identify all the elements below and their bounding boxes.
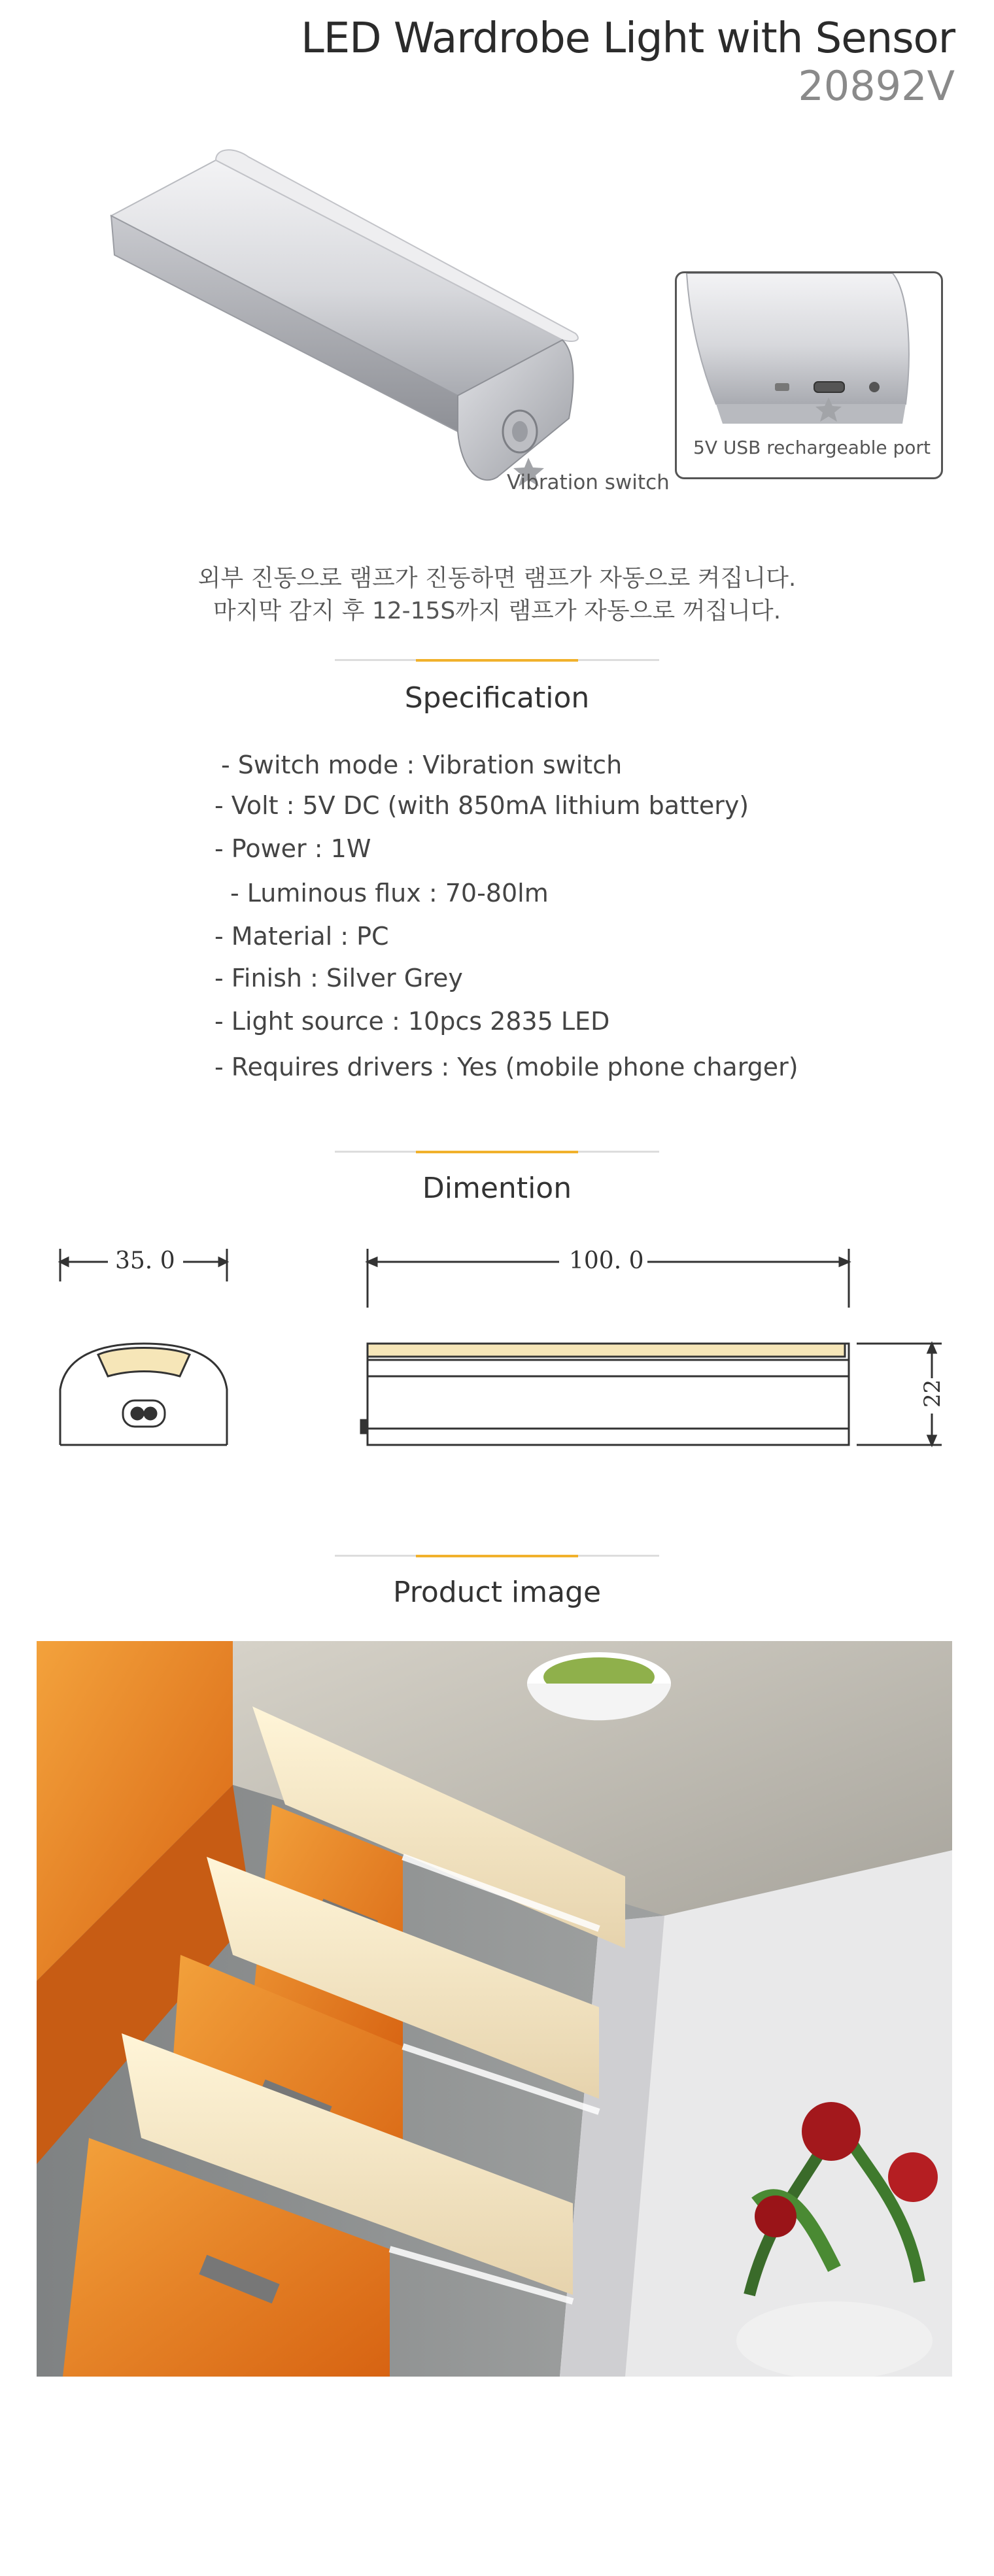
width-dimension-label: 35. 0 [115,1247,175,1274]
spec-item: - Power : 1W [214,834,371,863]
section-divider [335,659,659,661]
side-view-drawing [361,1249,942,1445]
length-dimension-label: 100. 0 [569,1247,644,1274]
section-divider [335,1555,659,1557]
description-line-2: 마지막 감지 후 12-15S까지 램프가 자동으로 꺼집니다. [213,598,781,624]
height-dimension-label: 22 [919,1379,946,1408]
spec-item: - Luminous flux : 70-80lm [230,879,549,907]
description-line-1: 외부 진동으로 램프가 진동하면 램프가 자동으로 켜집니다. [197,565,797,592]
section-divider [335,1151,659,1153]
usb-port-caption: 5V USB rechargeable port [693,437,931,458]
spec-item: - Requires drivers : Yes (mobile phone charger) [214,1053,798,1081]
dimension-heading: Dimention [422,1172,572,1205]
spec-item: - Finish : Silver Grey [214,964,463,992]
spec-item: - Light source : 10pcs 2835 LED [214,1007,610,1036]
spec-item: - Material : PC [214,922,389,951]
product-image-heading: Product image [392,1576,602,1609]
end-view-drawing [60,1249,227,1445]
page-title: LED Wardrobe Light with Sensor [301,14,955,63]
vibration-switch-caption: Vibration switch [507,471,670,494]
specification-heading: Specification [404,681,590,715]
spec-item: - Volt : 5V DC (with 850mA lithium battery) [214,791,749,820]
product-photo [37,1641,952,2377]
spec-item: - Switch mode : Vibration switch [221,751,623,779]
dimension-drawing [0,1229,994,1458]
model-number: 20892V [798,62,955,110]
